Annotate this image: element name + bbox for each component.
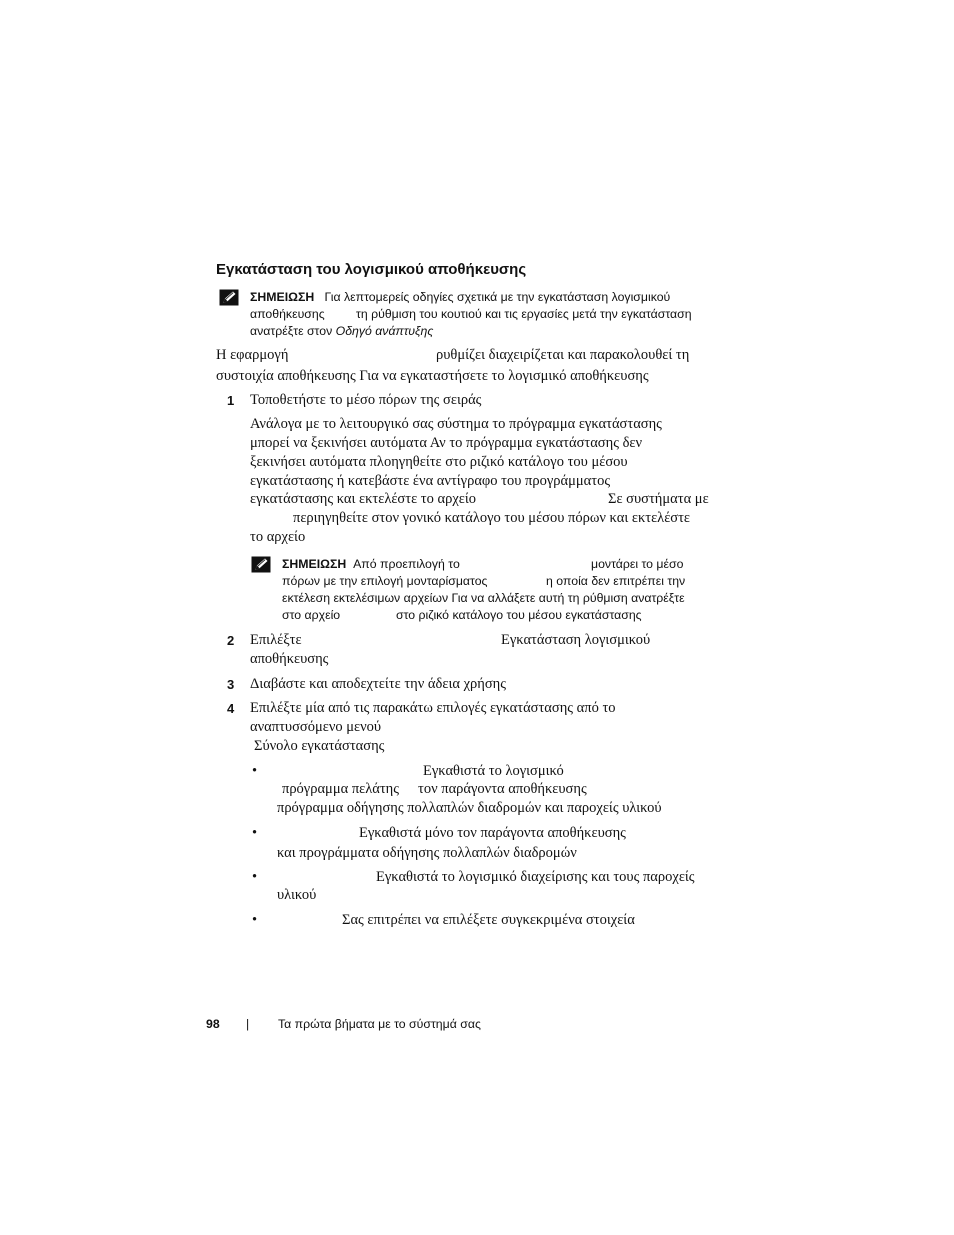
- intro-line1a: Η εφαρμογή: [216, 347, 289, 363]
- step2-line1b: Εγκατάσταση λογισμικού: [501, 632, 651, 648]
- footer-title: Τα πρώτα βήματα με το σύστημά σας: [278, 1017, 481, 1031]
- note1-guide-title: Οδηγό ανάπτυξης: [335, 324, 434, 338]
- step2-line2: αποθήκευσης: [250, 651, 329, 667]
- step1-para-line7: το αρχείο: [250, 529, 306, 545]
- note-pencil-icon: [251, 556, 271, 573]
- bullet-4-line1: Σας επιτρέπει να επιλέξετε συγκεκριμένα στοιχεία: [342, 912, 635, 928]
- note2-label: ΣΗΜΕΙΩΣΗ: [282, 557, 347, 571]
- step1-para-line2: μπορεί να ξεκινήσει αυτόματα Αν το πρόγραμμα εγκατάστασης δεν: [250, 435, 643, 451]
- note1-text1: Για λεπτομερείς οδηγίες σχετικά με την εγκατάσταση λογισμικού: [324, 290, 671, 304]
- bullet-2-line1: Εγκαθιστά μόνο τον παράγοντα αποθήκευσης: [359, 825, 626, 841]
- bullet-1-symbol: •: [252, 763, 258, 779]
- note1-line2b: τη ρύθμιση του κουτιού και τις εργασίες μετά την εγκατάσταση: [356, 307, 692, 321]
- bullet-2-line2: και προγράμματα οδήγησης πολλαπλών διαδρομών: [277, 845, 577, 861]
- section-heading: Εγκατάσταση του λογισμικού αποθήκευσης: [216, 261, 527, 278]
- step1-number: 1: [227, 393, 235, 408]
- step1-para-line5a: εγκατάστασης και εκτελέστε το αρχείο: [250, 491, 477, 507]
- note2-line2b: η οποία δεν επιτρέπει την: [546, 574, 686, 588]
- intro-line1b: ρυθμίζει διαχειρίζεται και παρακολουθεί τη: [436, 347, 690, 363]
- step3-number: 3: [227, 677, 235, 692]
- note1-line1: [250, 290, 670, 304]
- bullet-4-symbol: •: [252, 912, 258, 928]
- step2-line1a: Επιλέξτε: [250, 632, 302, 648]
- step1-para-line4: εγκατάστασης ή κατεβάστε ένα αντίγραφο του προγράμματος: [250, 473, 611, 489]
- step1-para-line5b: Σε συστήματα με: [608, 491, 709, 507]
- note1-line2: [250, 307, 325, 321]
- note2-line2a: πόρων με την επιλογή μονταρίσματος: [282, 574, 488, 588]
- note-pencil-icon: [219, 289, 239, 306]
- step2-number: 2: [227, 633, 235, 648]
- bullet-3-symbol: •: [252, 869, 258, 885]
- step4-line2: αναπτυσσόμενο μενού: [250, 719, 382, 735]
- note2-line1b: μοντάρει το μέσο: [591, 557, 684, 571]
- step1-title: Τοποθετήστε το μέσο πόρων της σειράς: [250, 392, 482, 408]
- note1-line3: [250, 324, 433, 338]
- bullet-2-symbol: •: [252, 825, 258, 841]
- footer-separator: |: [246, 1017, 250, 1031]
- note2-text1a: Από προεπιλογή το: [353, 557, 460, 571]
- step4-line3: Σύνολο εγκατάστασης: [254, 738, 385, 754]
- note1-text2a: αποθήκευσης: [250, 307, 325, 321]
- intro-line2: συστοιχία αποθήκευσης Για να εγκαταστήσετε το λογισμικό αποθήκευσης: [216, 368, 649, 384]
- page-number: 98: [206, 1017, 220, 1031]
- bullet-1-line3: πρόγραμμα οδήγησης πολλαπλών διαδρομών και παροχείς υλικού: [277, 800, 662, 816]
- note2-line1: [282, 557, 460, 571]
- step4-number: 4: [227, 701, 235, 716]
- note2-line4b: στο ριζικό κατάλογο του μέσου εγκατάστασης: [396, 608, 642, 622]
- note1-label: ΣΗΜΕΙΩΣΗ: [250, 290, 315, 304]
- note2-line3: εκτέλεση εκτελέσιμων αρχείων Για να αλλάξετε αυτή τη ρύθμιση ανατρέξτε: [282, 591, 685, 605]
- step1-para-line3: ξεκινήσει αυτόματα πλοηγηθείτε στο ριζικό κατάλογο του μέσου: [250, 454, 628, 470]
- bullet-1-line2b: τον παράγοντα αποθήκευσης: [418, 781, 587, 797]
- step1-para-line6: περιηγηθείτε στον γονικό κατάλογο του μέσου πόρων και εκτελέστε: [293, 510, 691, 526]
- step1-para-line1: Ανάλογα με το λειτουργικό σας σύστημα το πρόγραμμα εγκατάστασης: [250, 416, 662, 432]
- bullet-3-line1: Εγκαθιστά το λογισμικό διαχείρισης και τους παροχείς: [376, 869, 695, 885]
- step4-line1: Επιλέξτε μία από τις παρακάτω επιλογές εγκατάστασης από το: [250, 700, 616, 716]
- bullet-1-line1: Εγκαθιστά το λογισμικό: [423, 763, 564, 779]
- bullet-1-line2a: πρόγραμμα πελάτης: [282, 781, 400, 797]
- note1-text3a: ανατρέξτε στον: [250, 324, 333, 338]
- note2-line4a: στο αρχείο: [282, 608, 341, 622]
- bullet-3-line2: υλικού: [277, 887, 317, 903]
- step3-text: Διαβάστε και αποδεχτείτε την άδεια χρήσης: [250, 676, 506, 692]
